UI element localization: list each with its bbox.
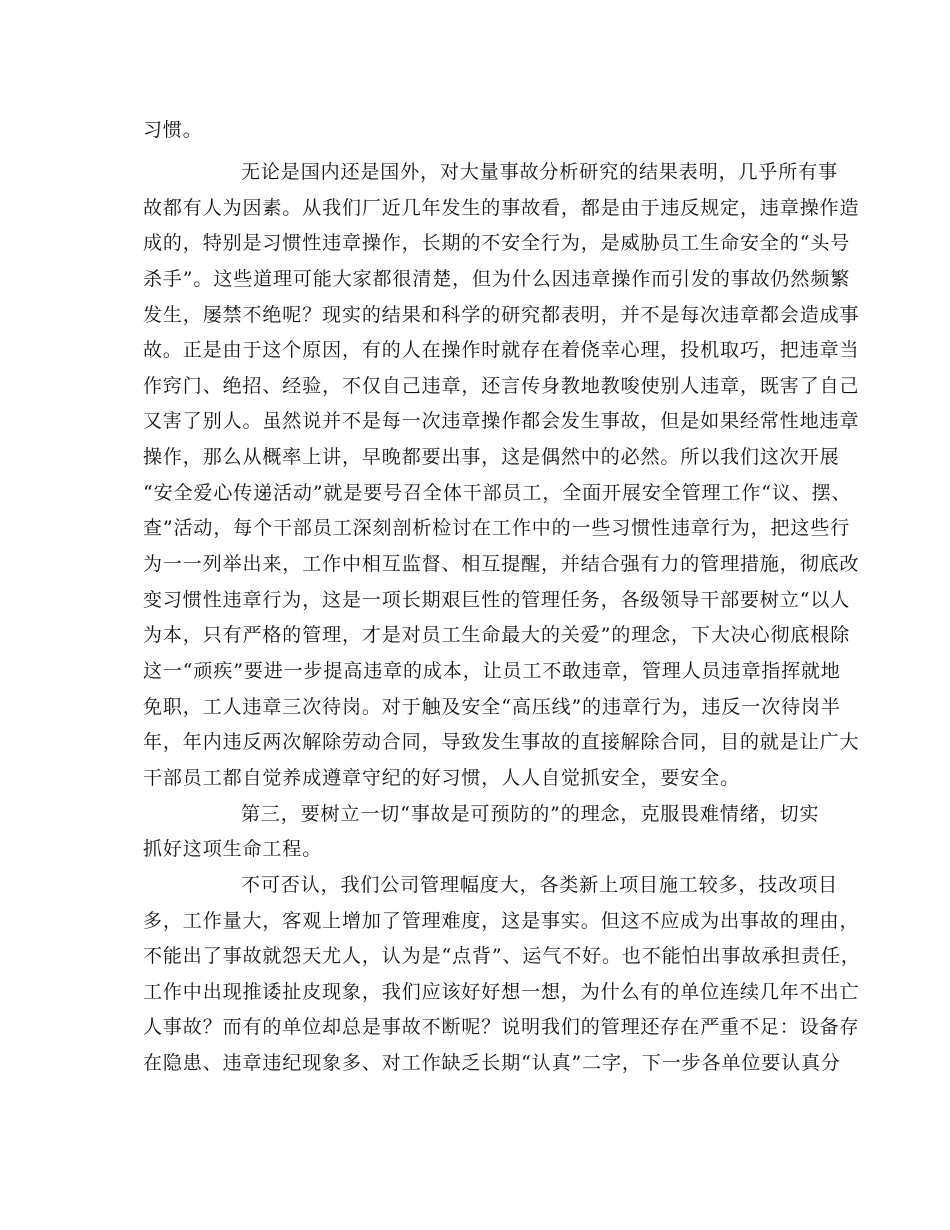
text-line: 故都有人为因素。从我们厂近几年发生的事故看，都是由于违反规定，违章操作造 — [143, 197, 860, 219]
text-line: 故。正是由于这个原因，有的人在操作时就存在着侥幸心理，投机取巧，把违章当 — [143, 339, 860, 361]
text-line: 操作，那么从概率上讲，早晚都要出事，这是偶然中的必然。所以我们这次开展 — [143, 446, 840, 468]
text-line: 人事故？而有的单位却总是事故不断呢？说明我们的管理还存在严重不足：设备存 — [143, 1016, 860, 1038]
text-line: 习惯。 — [143, 119, 203, 141]
text-line: 为本，只有严格的管理，才是对员工生命最大的关爱”的理念，下大决心彻底根除 — [143, 624, 851, 646]
text-line: 发生，屡禁不绝呢？现实的结果和科学的研究都表明，并不是每次违章都会造成事 — [143, 304, 860, 326]
text-line: 又害了别人。虽然说并不是每一次违章操作都会发生事故，但是如果经常性地违章 — [143, 410, 860, 432]
text-line: 免职，工人违章三次待岗。对于触及安全“高压线”的违章行为，违反一次待岗半 — [143, 696, 841, 718]
text-line: 抓好这项生命工程。 — [143, 838, 323, 860]
text-line: 干部员工都自觉养成遵章守纪的好习惯，人人自觉抓安全，要安全。 — [143, 767, 741, 789]
text-line: 多，工作量大，客观上增加了管理难度，这是事实。但这不应成为出事故的理由， — [143, 910, 860, 932]
text-line: 变习惯性违章行为，这是一项长期艰巨性的管理任务，各级领导干部要树立“以人 — [143, 589, 851, 611]
text-line: 不能出了事故就怨天尤人，认为是“点背”、运气不好。也不能怕出事故承担责任， — [143, 945, 861, 967]
paragraph-first-line: 第三，要树立一切“事故是可预防的”的理念，克服畏难情绪，切实 — [241, 803, 820, 825]
text-line: 年，年内违反两次解除劳动合同，导致发生事故的直接解除合同，目的就是让广大 — [143, 731, 860, 753]
text-line: 工作中出现推诿扯皮现象，我们应该好好想一想，为什么有的单位连续几年不出亡 — [143, 981, 860, 1003]
text-line: 在隐患、违章违纪现象多、对工作缺乏长期“认真”二字，下一步各单位要认真分 — [143, 1052, 841, 1074]
text-line: 杀手”。这些道理可能大家都很清楚，但为什么因违章操作而引发的事故仍然频繁 — [143, 268, 851, 290]
text-line: 查”活动，每个干部员工深刻剖析检讨在工作中的一些习惯性违章行为，把这些行 — [143, 517, 851, 539]
text-line: 作窍门、绝招、经验，不仅自己违章，还言传身教地教唆使别人违章，既害了自己 — [143, 375, 860, 397]
paragraph-first-line: 不可否认，我们公司管理幅度大，各类新上项目施工较多，技改项目 — [241, 874, 839, 896]
text-line: 为一一列举出来，工作中相互监督、相互提醒，并结合强有力的管理措施，彻底改 — [143, 553, 860, 575]
text-line: 这一“顽疾”要进一步提高违章的成本，让员工不敢违章，管理人员违章指挥就地 — [143, 660, 841, 682]
paragraph-first-line: 无论是国内还是国外，对大量事故分析研究的结果表明，几乎所有事 — [241, 161, 839, 183]
text-line: “安全爱心传递活动”就是要号召全体干部员工，全面开展安全管理工作“议、摆、 — [143, 482, 852, 504]
text-line: 成的，特别是习惯性违章操作，长期的不安全行为，是威胁员工生命安全的“头号 — [143, 232, 851, 254]
